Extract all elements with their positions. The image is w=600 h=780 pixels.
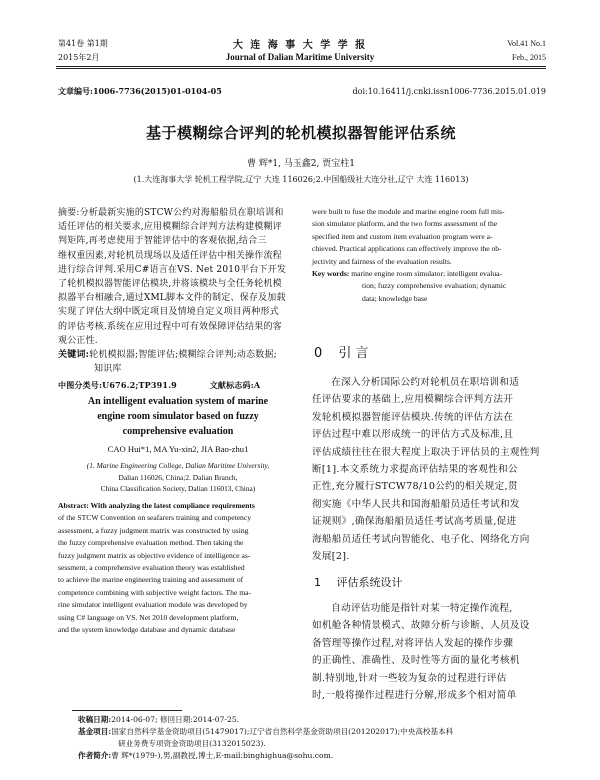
authors-cn: 曹 辉*1, 马玉鑫2, 贾宝柱1 [247,159,355,169]
abstract-cn-line: 适任评估的相关要求,应用模糊综合评判方法构建模糊评 [58,222,282,233]
title-en-line: comprehensive evaluation [122,426,234,437]
abstract-en-line: sion simulator platform, and the two forms assessment of the [312,219,498,229]
abstract-en-line: competence combining with subjective weight factors. The ma- [58,587,252,597]
fund-row [78,726,548,738]
authors-en: CAO Hui*1, MA Yu-xin2, JIA Bao-zhu1 [107,444,249,454]
section-1-title: 评估系统设计 [336,576,403,589]
affiliation-en-line: China Classification Society, Dalian 116013, China) [100,484,256,494]
abstract-en-line: to achieve the marine engineering training and assessment of [58,575,244,585]
keywords-cn: 轮机模拟器;智能评估;模糊综合评判;动态数据; [89,350,277,361]
keywords-cn-cont: 知识库 [94,364,122,375]
section-1-number: 1 [314,576,321,589]
keywords-en-label: Key words: [312,269,350,279]
abstract-en-line: Abstract: With analyzing the latest compliance requirements [58,501,255,510]
body-line: 发展[2]. [312,551,350,563]
keywords-en-line: tion; fuzzy comprehensive evaluation; dynamic [362,281,507,291]
keywords-en-line: marine engine room simulator; intelligent evalua- [351,269,503,279]
header-rule-top [56,66,546,67]
body-line: 彻实施《中华人民共和国海船船员适任考试和发 [312,498,520,510]
abstract-en-line: and the system knowledge database and dynamic database [58,625,236,635]
fund-text: 国家自然科学基金资助项目(51479017);辽宁省自然科学基金资助项目(201202017);中央高校基本科 [111,727,454,736]
affiliation-en [58,460,298,495]
body-line: 发轮机模拟器智能评估模块.传统的评估方法在 [312,411,514,423]
date-cn: 2015年2月 [58,53,100,62]
journal-title-en: Journal of Dalian Maritime University [225,52,375,62]
date-en: Feb., 2015 [512,53,546,62]
received-row [78,714,548,726]
abstract-en-line: of the STCW Convention on seafarers training and competency [58,513,252,523]
body-line: 海船船员适任考试向智能化、电子化、网络化方向 [312,533,530,545]
keywords-cn-row [58,348,298,362]
abstract-cn-line: 拟器平台相融合,通过XML脚本文件的制定、保存及加载 [58,293,286,304]
body-line: 在深入分析国际公约对轮机员在职培训和适 [331,377,520,388]
fund-text-cont: 研业务费专项资金资助项目(3132015023). [118,739,266,748]
paper-title-en [58,394,298,439]
body-line: 时,一般将操作过程进行分解,形成多个相对简单 [312,690,517,702]
body-line: 评估过程中难以形成统一的评估方式及标准,且 [312,429,514,441]
body-line: 自动评估功能是指针对某一特定操作流程, [331,603,513,614]
abstract-en-line: jectivity and fairness of the evaluation results. [312,256,452,266]
footnotes [78,714,548,762]
body-line: 断[1].本文系统力求提高评估结果的客观性和公 [312,464,518,476]
abstract-cn-line: 摘要:分析最新实施的STCW公约对海船船员在职培训和 [58,208,284,218]
abstract-cn [58,206,298,394]
affiliation-en-line: (1. Marine Engineering College, Dalian Maritime University, [86,461,270,470]
section-1-heading [314,574,403,590]
abstract-cn-line: 进行综合评判.采用C#语言在VS. Net 2010平台下开发 [58,264,287,275]
affiliation-cn: (1.大连海事大学 轮机工程学院,辽宁 大连 116026;2.中国船级社大连分社,辽宁 大连 116013) [133,175,469,184]
paper-title-cn: 基于模糊综合评判的轮机模拟器智能评估系统 [145,124,456,142]
abstract-en-right [312,206,548,305]
abstract-en-line: assessment, a fuzzy judgment matrix was constructed by using [58,525,249,535]
body-line: 备管理等操作过程,对将评估人发起的操作步骤 [312,637,514,649]
body-line: 制.特别地,针对一些较为复杂的过程进行评估 [312,672,507,684]
abstract-en-line: sessment, a comprehensive evaluation theory was established [58,563,245,573]
clc-number: 中图分类号:U676.2;TP391.9 [58,380,177,391]
body-line: 如机舱各种情景模式、故障分析与诊断、人员及设 [312,620,530,632]
abstract-cn-line: 实现了评估大纲中既定项目及情境自定义项目两种形式 [58,307,279,318]
abstract-cn-line: 判矩阵,再考虑使用于智能评估中的客观依据,结合三 [58,236,267,247]
keywords-cn-label: 关键词: [58,350,90,361]
footnote-rule [72,710,182,711]
abstract-en-line: the fuzzy comprehensive evaluation method. Then taking the [58,538,244,548]
author-info-label: 作者简介: [78,751,112,760]
abstract-cn-line: 观公正性. [58,335,98,346]
doi: doi:10.16411/j.cnki.issn1006-7736.2015.01.019 [352,87,546,96]
volume-issue-cn: 第41卷 第1期 [58,39,108,48]
title-en-line: engine room simulator based on fuzzy [97,411,259,422]
abstract-en-line: specified item and custom item evaluation program were a- [312,231,493,241]
received-dates: 2014-06-07; 修回日期:2014-07-25. [111,715,240,724]
classification-row [58,378,298,393]
keywords-en-row [312,268,548,280]
author-info: 曹 辉*(1979-),男,副教授,博士,E-mail:binghighua@sohu.com. [111,751,334,760]
keywords-en-line: data; knowledge base [362,293,428,303]
abstract-cn-line: 的评估考核.系统在应用过程中可有效保障评估结果的客 [58,321,282,332]
abstract-en-line: rine simulator intelligent evaluation module was developed by [58,600,248,610]
section-0-number: 0 [314,346,323,361]
journal-title-cn: 大 连 海 事 大 学 学 报 [232,40,368,51]
abstract-cn-line: 维权重因素,对轮机员现场以及适任评估中相关操作流程 [58,250,282,261]
body-line: 评估成绩往往在很大程度上取决于评估员的主观性判 [312,446,540,458]
affiliation-en-line: Dalian 116026, China;2. Dalian Branch, [118,472,238,482]
abstract-en-left [58,500,298,636]
section-0-heading [314,342,369,361]
body-line: 证规则》,确保海船船员适任考试高考质量,促进 [312,516,517,528]
fund-label: 基金项目: [78,727,112,736]
body-line: 任评估要求的基础上,应用模糊综合评判方法开 [312,394,514,406]
article-number: 文章编号:1006-7736(2015)01-0104-05 [58,86,222,96]
title-en-line: An intelligent evaluation system of marine [87,396,269,407]
section-0-title: 引 言 [338,346,369,361]
abstract-en-line: were built to fuse the module and marine engine room full mis- [312,207,505,216]
section-0-body [312,374,548,565]
document-code: 文献标志码:A [209,380,261,391]
section-1-body [312,600,548,704]
abstract-en-line: using C# language on VS. Net 2010 development platform, [58,612,239,622]
abstract-cn-line: 了轮机模拟器智能评估模块,并将该模块与全任务轮机模 [58,279,282,290]
abstract-en-line: fuzzy judgment matrix as objective evidence of intelligence as- [58,550,251,560]
received-label: 收稿日期: [78,715,112,724]
body-line: 正性,充分履行STCW78/10公约的相关规定,贯 [312,481,518,493]
body-line: 的正确性、准确性、及时性等方面的量化考核机 [312,655,520,667]
author-info-row [78,750,548,762]
abstract-en-line: chieved. Practical applications can effectively improve the ob- [312,244,502,254]
header-rule-bottom [56,68,546,69]
volume-issue-en: Vol.41 No.1 [507,39,546,48]
